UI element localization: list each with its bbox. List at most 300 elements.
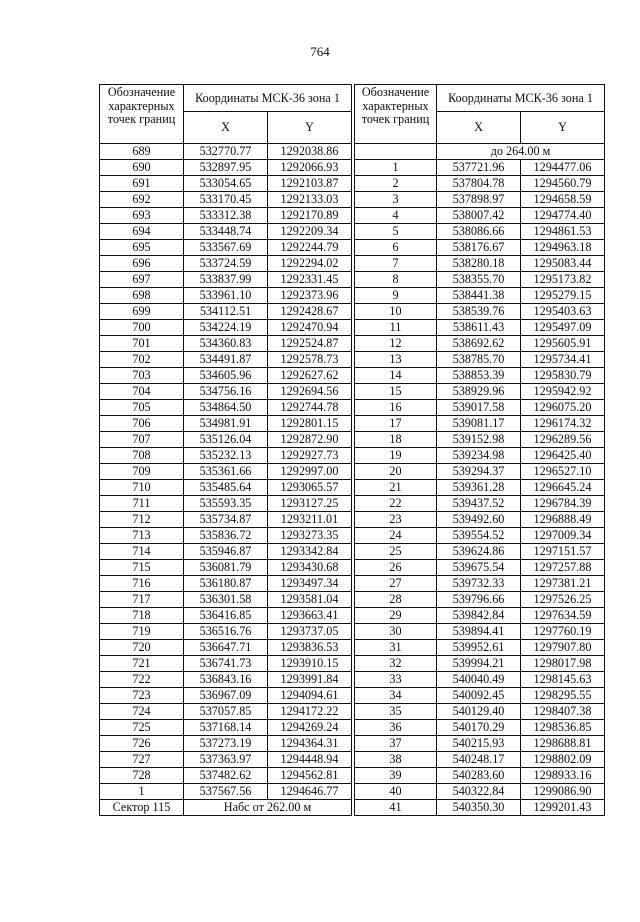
point-number: 40	[355, 784, 437, 800]
coord-y: 1294963.18	[521, 240, 605, 256]
table-row	[100, 624, 352, 640]
table-row	[100, 640, 352, 656]
height-row	[355, 144, 605, 160]
coord-y: 1299086.90	[521, 784, 605, 800]
point-number: 721	[100, 656, 184, 672]
table-row	[355, 560, 605, 576]
table-row	[100, 560, 352, 576]
coord-x: 534491.87	[184, 352, 268, 368]
coord-y: 1293836.53	[268, 640, 352, 656]
point-number: 4	[355, 208, 437, 224]
table-row	[355, 208, 605, 224]
coord-x: 536741.73	[184, 656, 268, 672]
header-y: Y	[268, 112, 352, 144]
coord-y: 1294094.61	[268, 688, 352, 704]
point-number: 711	[100, 496, 184, 512]
coord-y: 1292373.96	[268, 288, 352, 304]
coord-y: 1292103.87	[268, 176, 352, 192]
coord-y: 1293663.41	[268, 608, 352, 624]
coordinates-table-right	[354, 84, 605, 816]
point-number: 697	[100, 272, 184, 288]
point-number: 22	[355, 496, 437, 512]
coord-y: 1295173.82	[521, 272, 605, 288]
coord-x: 538929.96	[437, 384, 521, 400]
table-row	[100, 416, 352, 432]
table-row	[355, 608, 605, 624]
point-number: 20	[355, 464, 437, 480]
point-number: 715	[100, 560, 184, 576]
coord-y: 1292627.62	[268, 368, 352, 384]
table-row	[355, 656, 605, 672]
coord-x: 534981.91	[184, 416, 268, 432]
coord-x: 535126.04	[184, 432, 268, 448]
table-row	[100, 352, 352, 368]
point-number: 38	[355, 752, 437, 768]
coord-x: 539361.28	[437, 480, 521, 496]
coord-x: 536180.87	[184, 576, 268, 592]
table-row	[355, 304, 605, 320]
coord-y: 1295942.92	[521, 384, 605, 400]
coord-y: 1292066.93	[268, 160, 352, 176]
table-row	[100, 304, 352, 320]
coord-x: 536081.79	[184, 560, 268, 576]
coord-y: 1292170.89	[268, 208, 352, 224]
coord-x: 536843.16	[184, 672, 268, 688]
table-row	[100, 576, 352, 592]
table-row	[100, 256, 352, 272]
point-number: 691	[100, 176, 184, 192]
coord-y: 1293065.57	[268, 480, 352, 496]
point-number: 28	[355, 592, 437, 608]
point-number: 693	[100, 208, 184, 224]
point-number: 10	[355, 304, 437, 320]
table-row	[100, 384, 352, 400]
coord-x: 539081.17	[437, 416, 521, 432]
point-number: 33	[355, 672, 437, 688]
coord-y: 1293211.01	[268, 512, 352, 528]
coord-x: 538785.70	[437, 352, 521, 368]
table-row	[355, 224, 605, 240]
coord-y: 1293581.04	[268, 592, 352, 608]
point-number: 716	[100, 576, 184, 592]
point-number: 1	[355, 160, 437, 176]
table-row	[355, 384, 605, 400]
coord-x: 536647.71	[184, 640, 268, 656]
coord-x: 537567.56	[184, 784, 268, 800]
point-number: 30	[355, 624, 437, 640]
coord-y: 1292524.87	[268, 336, 352, 352]
header-coordinates: Координаты МСК-36 зона 1	[437, 85, 605, 112]
coord-x: 539234.98	[437, 448, 521, 464]
table-row	[355, 720, 605, 736]
table-row	[355, 624, 605, 640]
coord-y: 1298017.98	[521, 656, 605, 672]
coord-y: 1292133.03	[268, 192, 352, 208]
point-number: 700	[100, 320, 184, 336]
point-number: 689	[100, 144, 184, 160]
point-number: 41	[355, 800, 437, 816]
coord-x: 538355.70	[437, 272, 521, 288]
point-number: 718	[100, 608, 184, 624]
coord-x: 539294.37	[437, 464, 521, 480]
table-row	[355, 272, 605, 288]
coord-y: 1293273.35	[268, 528, 352, 544]
coord-x: 537898.97	[437, 192, 521, 208]
coord-y: 1292294.02	[268, 256, 352, 272]
point-number: 710	[100, 480, 184, 496]
coord-x: 535593.35	[184, 496, 268, 512]
coord-y: 1296289.56	[521, 432, 605, 448]
coord-x: 537804.78	[437, 176, 521, 192]
coord-y: 1295734.41	[521, 352, 605, 368]
header-x: X	[437, 112, 521, 144]
coord-x: 534360.83	[184, 336, 268, 352]
table-row	[100, 160, 352, 176]
coord-x: 534112.51	[184, 304, 268, 320]
coord-y: 1296888.49	[521, 512, 605, 528]
table-row	[100, 592, 352, 608]
coord-x: 539994.21	[437, 656, 521, 672]
coord-y: 1294269.24	[268, 720, 352, 736]
coord-y: 1294172.22	[268, 704, 352, 720]
coord-y: 1292801.15	[268, 416, 352, 432]
point-number: 724	[100, 704, 184, 720]
point-number: 25	[355, 544, 437, 560]
table-row	[100, 672, 352, 688]
point-number: 707	[100, 432, 184, 448]
table-row	[355, 544, 605, 560]
table-row	[355, 704, 605, 720]
point-number: 2	[355, 176, 437, 192]
coord-y: 1294364.31	[268, 736, 352, 752]
point-number: 6	[355, 240, 437, 256]
table-row	[355, 784, 605, 800]
coord-y: 1292209.34	[268, 224, 352, 240]
coord-y: 1297760.19	[521, 624, 605, 640]
coord-y: 1298407.38	[521, 704, 605, 720]
coord-x: 536967.09	[184, 688, 268, 704]
coord-y: 1293342.84	[268, 544, 352, 560]
coord-y: 1294861.53	[521, 224, 605, 240]
coord-y: 1296645.24	[521, 480, 605, 496]
table-row	[355, 768, 605, 784]
coord-x: 537482.62	[184, 768, 268, 784]
coord-x: 538692.62	[437, 336, 521, 352]
point-number: 719	[100, 624, 184, 640]
height-label: до 264.00 м	[437, 144, 605, 160]
point-number: 713	[100, 528, 184, 544]
table-row	[355, 320, 605, 336]
coord-x: 533837.99	[184, 272, 268, 288]
point-number: 14	[355, 368, 437, 384]
coord-y: 1292244.79	[268, 240, 352, 256]
point-number: 7	[355, 256, 437, 272]
coord-x: 538539.76	[437, 304, 521, 320]
coord-y: 1298295.55	[521, 688, 605, 704]
point-number: 708	[100, 448, 184, 464]
table-row	[355, 528, 605, 544]
coord-y: 1295403.63	[521, 304, 605, 320]
point-number: 24	[355, 528, 437, 544]
coord-x: 535361.66	[184, 464, 268, 480]
coord-x: 533724.59	[184, 256, 268, 272]
coord-y: 1296784.39	[521, 496, 605, 512]
coord-x: 538853.39	[437, 368, 521, 384]
table-row	[100, 464, 352, 480]
table-row	[100, 448, 352, 464]
point-number: 34	[355, 688, 437, 704]
coord-x: 536516.76	[184, 624, 268, 640]
coord-y: 1294477.06	[521, 160, 605, 176]
point-number: 29	[355, 608, 437, 624]
coord-x: 539152.98	[437, 432, 521, 448]
point-number: 5	[355, 224, 437, 240]
point-number: 12	[355, 336, 437, 352]
table-row	[100, 368, 352, 384]
table-row	[355, 464, 605, 480]
table-row	[355, 416, 605, 432]
point-number: 709	[100, 464, 184, 480]
coord-y: 1294658.59	[521, 192, 605, 208]
coord-y: 1298688.81	[521, 736, 605, 752]
sector-row	[100, 800, 352, 816]
coord-y: 1293991.84	[268, 672, 352, 688]
coord-x: 535734.87	[184, 512, 268, 528]
coord-y: 1294448.94	[268, 752, 352, 768]
coord-x: 539492.60	[437, 512, 521, 528]
coord-y: 1295279.15	[521, 288, 605, 304]
coord-y: 1294774.40	[521, 208, 605, 224]
point-number: 21	[355, 480, 437, 496]
point-number: 23	[355, 512, 437, 528]
page-number: 764	[310, 44, 330, 59]
coord-x: 537273.19	[184, 736, 268, 752]
coord-x: 533312.38	[184, 208, 268, 224]
coord-x: 532897.95	[184, 160, 268, 176]
coord-x: 539624.86	[437, 544, 521, 560]
table-row	[100, 432, 352, 448]
table-row	[100, 704, 352, 720]
coord-x: 539952.61	[437, 640, 521, 656]
coord-y: 1298933.16	[521, 768, 605, 784]
header-designation: Обозначение характерных точек границ	[355, 85, 437, 144]
coord-x: 537363.97	[184, 752, 268, 768]
point-number: 706	[100, 416, 184, 432]
table-row	[355, 336, 605, 352]
coord-y: 1294646.77	[268, 784, 352, 800]
coord-y: 1292578.73	[268, 352, 352, 368]
coord-y: 1298145.63	[521, 672, 605, 688]
point-number: 692	[100, 192, 184, 208]
coord-x: 538176.67	[437, 240, 521, 256]
table-row	[100, 656, 352, 672]
table-row	[100, 272, 352, 288]
point-number: 726	[100, 736, 184, 752]
coord-y: 1292872.90	[268, 432, 352, 448]
table-row	[100, 608, 352, 624]
table-row	[355, 288, 605, 304]
point-number: 8	[355, 272, 437, 288]
table-row	[355, 256, 605, 272]
coord-x: 540322.84	[437, 784, 521, 800]
table-row	[355, 160, 605, 176]
point-number: 717	[100, 592, 184, 608]
table-row	[100, 752, 352, 768]
coord-x: 539017.58	[437, 400, 521, 416]
table-row	[355, 640, 605, 656]
coord-x: 537168.14	[184, 720, 268, 736]
coord-y: 1292927.73	[268, 448, 352, 464]
point-number: 9	[355, 288, 437, 304]
coord-x: 539675.54	[437, 560, 521, 576]
table-row	[100, 288, 352, 304]
point-number: 723	[100, 688, 184, 704]
coord-y: 1299201.43	[521, 800, 605, 816]
coord-y: 1293497.34	[268, 576, 352, 592]
coord-y: 1292331.45	[268, 272, 352, 288]
point-number: 727	[100, 752, 184, 768]
coord-y: 1298802.09	[521, 752, 605, 768]
point-number: 701	[100, 336, 184, 352]
header-designation: Обозначение характерных точек границ	[100, 85, 184, 144]
coord-x: 540170.29	[437, 720, 521, 736]
coord-x: 534605.96	[184, 368, 268, 384]
table-row	[355, 192, 605, 208]
table-body-right	[355, 144, 605, 816]
point-number: 16	[355, 400, 437, 416]
coord-x: 540040.49	[437, 672, 521, 688]
point-number: 36	[355, 720, 437, 736]
coord-y: 1292470.94	[268, 320, 352, 336]
coord-y: 1292997.00	[268, 464, 352, 480]
coord-x: 535946.87	[184, 544, 268, 560]
point-number: 695	[100, 240, 184, 256]
table-row	[355, 448, 605, 464]
coord-x: 539732.33	[437, 576, 521, 592]
point-number: 699	[100, 304, 184, 320]
sector-label: Сектор 115	[100, 800, 184, 816]
coord-x: 533961.10	[184, 288, 268, 304]
table-row	[100, 688, 352, 704]
point-number: 18	[355, 432, 437, 448]
coord-x: 540215.93	[437, 736, 521, 752]
coord-x: 536301.58	[184, 592, 268, 608]
table-row	[100, 720, 352, 736]
coord-x: 533567.69	[184, 240, 268, 256]
coord-x: 533054.65	[184, 176, 268, 192]
coord-x: 533170.45	[184, 192, 268, 208]
table-row	[100, 512, 352, 528]
table-row	[100, 176, 352, 192]
coord-y: 1293737.05	[268, 624, 352, 640]
coord-y: 1297907.80	[521, 640, 605, 656]
coord-y: 1297381.21	[521, 576, 605, 592]
coord-x: 540283.60	[437, 768, 521, 784]
point-number: 704	[100, 384, 184, 400]
table-row	[100, 544, 352, 560]
point-number: 690	[100, 160, 184, 176]
table-row	[100, 528, 352, 544]
table-row	[100, 208, 352, 224]
coord-y: 1295497.09	[521, 320, 605, 336]
coord-x: 534224.19	[184, 320, 268, 336]
table-row	[355, 688, 605, 704]
point-number: 1	[100, 784, 184, 800]
table-row	[100, 400, 352, 416]
coord-y: 1292038.86	[268, 144, 352, 160]
coord-x: 538086.66	[437, 224, 521, 240]
table-row	[100, 496, 352, 512]
coord-x: 540248.17	[437, 752, 521, 768]
point-number: 703	[100, 368, 184, 384]
coord-y: 1293430.68	[268, 560, 352, 576]
coord-y: 1298536.85	[521, 720, 605, 736]
table-row	[355, 800, 605, 816]
table-row	[355, 368, 605, 384]
table-row	[355, 576, 605, 592]
point-number: 728	[100, 768, 184, 784]
coord-y: 1295605.91	[521, 336, 605, 352]
point-number: 712	[100, 512, 184, 528]
coord-x: 532770.77	[184, 144, 268, 160]
table-row	[355, 736, 605, 752]
table-row	[355, 432, 605, 448]
coord-y: 1292428.67	[268, 304, 352, 320]
table-body-left	[100, 144, 352, 800]
point-number: 725	[100, 720, 184, 736]
coord-x: 540129.40	[437, 704, 521, 720]
point-number: 13	[355, 352, 437, 368]
coord-x: 535836.72	[184, 528, 268, 544]
point-number: 39	[355, 768, 437, 784]
coord-x: 536416.85	[184, 608, 268, 624]
table-row	[355, 480, 605, 496]
coord-y: 1294562.81	[268, 768, 352, 784]
coord-x: 538007.42	[437, 208, 521, 224]
coord-y: 1295083.44	[521, 256, 605, 272]
coord-x: 540092.45	[437, 688, 521, 704]
table-row	[100, 192, 352, 208]
point-number: 37	[355, 736, 437, 752]
coord-x: 537721.96	[437, 160, 521, 176]
table-row	[355, 400, 605, 416]
coord-y: 1296075.20	[521, 400, 605, 416]
table-row	[100, 144, 352, 160]
table-row	[355, 592, 605, 608]
point-number: 32	[355, 656, 437, 672]
header-y: Y	[521, 112, 605, 144]
coord-y: 1295830.79	[521, 368, 605, 384]
coord-x: 533448.74	[184, 224, 268, 240]
point-number: 17	[355, 416, 437, 432]
point-number: 694	[100, 224, 184, 240]
table-row	[355, 496, 605, 512]
point-number: 19	[355, 448, 437, 464]
coord-y: 1297634.59	[521, 608, 605, 624]
coord-y: 1297257.88	[521, 560, 605, 576]
coord-x: 535232.13	[184, 448, 268, 464]
coord-y: 1296527.10	[521, 464, 605, 480]
coordinates-table-left	[99, 84, 352, 816]
coord-y: 1297009.34	[521, 528, 605, 544]
point-number: 698	[100, 288, 184, 304]
coord-x: 540350.30	[437, 800, 521, 816]
coord-x: 538280.18	[437, 256, 521, 272]
coord-y: 1294560.79	[521, 176, 605, 192]
point-number: 26	[355, 560, 437, 576]
coord-x: 534864.50	[184, 400, 268, 416]
coord-x: 538611.43	[437, 320, 521, 336]
